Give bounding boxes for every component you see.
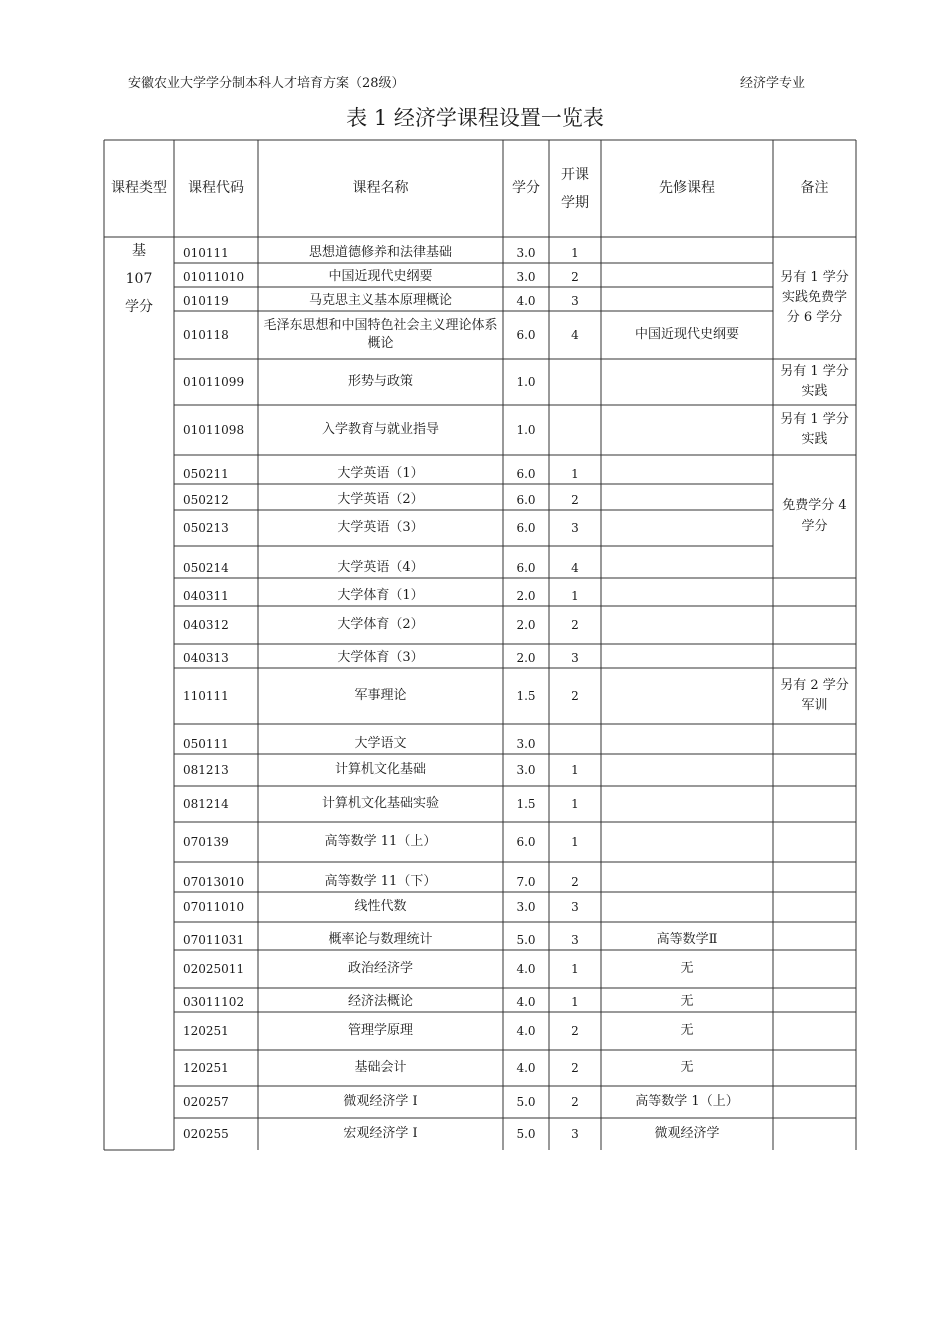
course-code: 01011010 — [183, 270, 245, 285]
course-name: 大学体育（3） — [337, 649, 424, 665]
course-name: 大学体育（1） — [337, 587, 424, 603]
course-term: 2 — [571, 493, 579, 508]
course-term: 1 — [571, 834, 579, 849]
category-line3: 学分 — [125, 299, 153, 315]
course-term: 3 — [571, 651, 579, 666]
course-prereq — [601, 606, 773, 644]
course-credit: 6.0 — [516, 834, 536, 849]
course-code: 03011102 — [183, 995, 245, 1010]
course-term: 4 — [571, 327, 579, 342]
course-prereq — [601, 237, 773, 263]
course-prereq — [601, 724, 773, 754]
course-credit: 6.0 — [516, 493, 536, 508]
note-cell: 另有 1 学分实践免费学分 6 学分 — [780, 269, 849, 326]
course-code: 120251 — [183, 1060, 229, 1075]
course-prereq — [601, 287, 773, 311]
course-prereq: 高等数学Ⅱ — [656, 931, 718, 947]
course-code: 020255 — [183, 1126, 229, 1141]
course-name: 计算机文化基础 — [334, 761, 426, 777]
course-code: 081214 — [183, 796, 229, 811]
course-name: 大学英语（4） — [337, 559, 424, 575]
course-term: 3 — [571, 294, 579, 309]
course-name: 大学体育（2） — [337, 616, 424, 632]
course-name: 大学语文 — [354, 735, 407, 751]
note-cell: 另有 1 学分实践 — [780, 411, 849, 447]
course-code: 07011031 — [183, 933, 245, 948]
course-prereq: 无 — [680, 993, 694, 1009]
course-term — [549, 724, 601, 754]
course-credit: 2.0 — [516, 651, 536, 666]
course-code: 02025011 — [183, 961, 245, 976]
course-term: 2 — [571, 875, 579, 890]
course-code: 050212 — [183, 493, 229, 508]
course-term: 1 — [571, 467, 579, 482]
course-prereq: 无 — [680, 1022, 694, 1038]
col-header-note: 备注 — [800, 179, 829, 196]
course-category — [104, 237, 174, 321]
course-credit: 3.0 — [516, 246, 536, 261]
course-name: 大学英语（1） — [337, 465, 424, 481]
course-credit: 4.0 — [516, 961, 536, 976]
course-code: 040311 — [183, 589, 229, 604]
course-credit: 1.0 — [516, 422, 536, 437]
course-code: 081213 — [183, 762, 229, 777]
course-code: 120251 — [183, 1023, 229, 1038]
course-code: 010119 — [183, 294, 229, 309]
course-name: 大学英语（3） — [337, 519, 424, 535]
course-term: 1 — [571, 961, 579, 976]
course-code: 01011099 — [183, 374, 245, 389]
course-name: 思想道德修养和法律基础 — [308, 244, 452, 260]
course-prereq: 无 — [680, 1059, 694, 1075]
course-term: 1 — [571, 246, 579, 261]
course-prereq: 微观经济学 — [654, 1125, 720, 1141]
col-header-type: 课程类型 — [111, 179, 167, 196]
course-credit: 4.0 — [516, 995, 536, 1010]
course-term: 2 — [571, 617, 579, 632]
course-prereq — [601, 644, 773, 668]
course-credit: 4.0 — [516, 294, 536, 309]
course-prereq — [601, 754, 773, 786]
course-term: 1 — [571, 796, 579, 811]
course-credit: 4.0 — [516, 1060, 536, 1075]
course-prereq — [601, 668, 773, 724]
course-name: 微观经济学 I — [343, 1093, 418, 1109]
course-credit: 5.0 — [516, 933, 536, 948]
col-header-name: 课程名称 — [352, 179, 409, 196]
course-credit: 7.0 — [516, 875, 536, 890]
course-prereq — [601, 510, 773, 546]
col-header-term-line2: 学期 — [561, 194, 589, 211]
header-right: 经济学专业 — [740, 76, 806, 91]
course-code: 050111 — [183, 737, 229, 752]
course-code: 070139 — [183, 834, 229, 849]
course-term: 2 — [571, 1023, 579, 1038]
course-prereq: 无 — [680, 960, 694, 976]
note-cell: 免费学分 4 学分 — [782, 498, 847, 534]
course-prereq — [601, 892, 773, 922]
course-name: 入学教育与就业指导 — [321, 421, 439, 437]
course-credit: 6.0 — [516, 467, 536, 482]
col-header-code: 课程代码 — [188, 179, 244, 196]
course-name: 政治经济学 — [347, 960, 413, 976]
course-term: 2 — [571, 1060, 579, 1075]
course-term: 2 — [571, 1094, 579, 1109]
course-term — [549, 405, 601, 455]
course-credit: 1.0 — [516, 374, 536, 389]
course-code: 010118 — [183, 327, 229, 342]
course-code: 01011098 — [183, 422, 245, 437]
course-code: 020257 — [183, 1094, 229, 1109]
course-credit: 6.0 — [516, 520, 536, 535]
course-term: 4 — [571, 561, 579, 576]
category-line2: 107 — [125, 271, 153, 287]
course-code: 040312 — [183, 617, 229, 632]
course-credit: 3.0 — [516, 270, 536, 285]
col-header-term-line1: 开课 — [561, 166, 589, 183]
course-credit: 6.0 — [516, 561, 536, 576]
course-term: 3 — [571, 1126, 579, 1141]
course-code: 010111 — [183, 246, 229, 261]
course-prereq — [601, 359, 773, 405]
course-term: 2 — [571, 688, 579, 703]
course-prereq — [601, 405, 773, 455]
course-credit: 1.5 — [516, 796, 536, 811]
course-name: 中国近现代史纲要 — [328, 268, 433, 284]
course-prereq — [601, 455, 773, 484]
course-code: 050214 — [183, 561, 229, 576]
course-name: 经济法概论 — [347, 993, 413, 1009]
course-credit: 5.0 — [516, 1126, 536, 1141]
course-credit: 3.0 — [516, 762, 536, 777]
course-credit: 1.5 — [516, 688, 536, 703]
course-prereq — [601, 578, 773, 606]
course-term: 3 — [571, 899, 579, 914]
course-term: 1 — [571, 589, 579, 604]
header-left: 安徽农业大学学分制本科人才培育方案（28级） — [128, 76, 405, 91]
course-term: 1 — [571, 762, 579, 777]
course-name: 形势与政策 — [347, 373, 413, 389]
table-title: 表 1 经济学课程设置一览表 — [346, 106, 604, 130]
course-code: 07011010 — [183, 899, 245, 914]
course-name: 高等数学 11（上） — [324, 833, 437, 849]
note-cell: 另有 1 学分实践 — [780, 363, 849, 399]
course-name: 宏观经济学 I — [343, 1125, 418, 1141]
course-prereq — [601, 263, 773, 287]
course-name: 管理学原理 — [347, 1022, 413, 1038]
course-name: 概率论与数理统计 — [328, 931, 433, 947]
note-cell: 另有 2 学分军训 — [780, 677, 849, 713]
course-code: 07013010 — [183, 875, 245, 890]
course-code: 110111 — [183, 688, 229, 703]
course-name: 马克思主义基本原理概论 — [308, 292, 452, 308]
course-prereq — [601, 786, 773, 822]
course-term: 2 — [571, 270, 579, 285]
course-name: 计算机文化基础实验 — [321, 795, 439, 811]
course-name: 大学英语（2） — [337, 491, 424, 507]
course-prereq — [601, 862, 773, 892]
course-name: 基础会计 — [354, 1059, 407, 1075]
course-name: 高等数学 11（下） — [324, 873, 437, 889]
course-credit: 2.0 — [516, 589, 536, 604]
category-line1: 基 — [132, 243, 146, 259]
col-header-term — [549, 140, 601, 237]
col-header-prereq: 先修课程 — [659, 179, 715, 196]
course-name: 毛泽东思想和中国特色社会主义理论体系概论 — [263, 317, 498, 351]
course-code: 050211 — [183, 467, 229, 482]
course-term: 3 — [571, 520, 579, 535]
course-code: 040313 — [183, 651, 229, 666]
course-credit: 4.0 — [516, 1023, 536, 1038]
course-name: 线性代数 — [354, 898, 407, 914]
course-credit: 5.0 — [516, 1094, 536, 1109]
course-term: 1 — [571, 995, 579, 1010]
course-credit: 6.0 — [516, 327, 536, 342]
course-prereq — [601, 546, 773, 578]
col-header-credit: 学分 — [512, 179, 540, 196]
course-prereq: 高等数学 1（上） — [635, 1093, 739, 1109]
course-credit: 3.0 — [516, 899, 536, 914]
course-name: 军事理论 — [354, 687, 407, 703]
course-credit: 2.0 — [516, 617, 536, 632]
course-prereq — [601, 484, 773, 510]
course-code: 050213 — [183, 520, 229, 535]
course-credit: 3.0 — [516, 737, 536, 752]
course-term — [549, 359, 601, 405]
course-term: 3 — [571, 933, 579, 948]
course-prereq: 中国近现代史纲要 — [634, 326, 739, 342]
course-prereq — [601, 822, 773, 862]
